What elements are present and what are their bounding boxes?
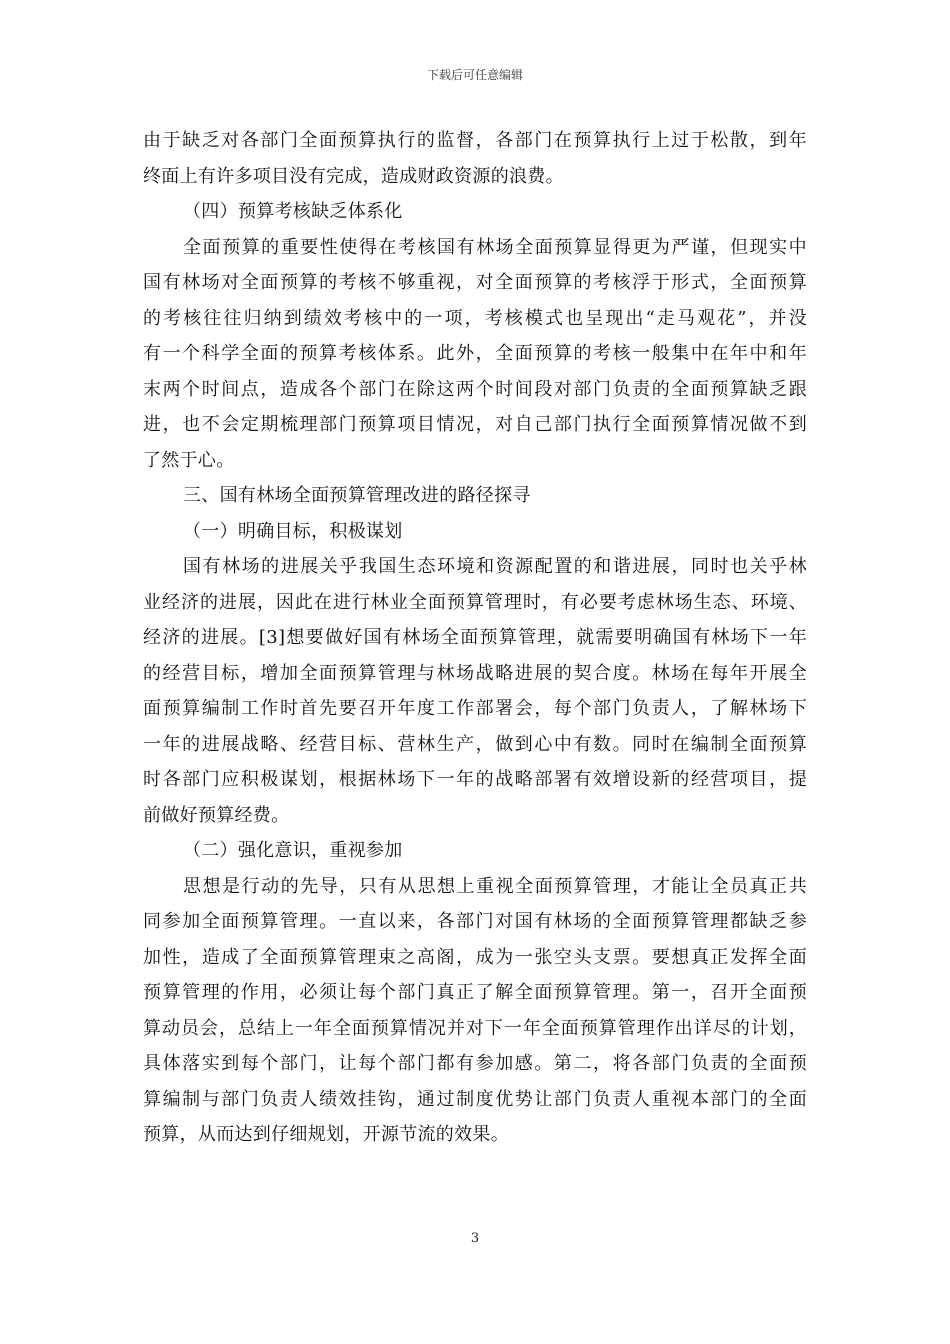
text-line: 由于缺乏对各部门全面预算执行的监督，各部门在预算执行上过于松散，到年 [143, 130, 807, 151]
text-line: 预算管理的作用，必须让每个部门真正了解全面预算管理。第一，召开全面预 [143, 982, 807, 1003]
text-line: （一）明确目标，积极谋划 [183, 520, 403, 542]
text-line: 时各部门应积极谋划，根据林场下一年的战略部署有效增设新的经营项目，提 [143, 769, 807, 790]
text-line: 前做好预算经费。 [143, 804, 290, 826]
text-line: 的经营目标，增加全面预算管理与林场战略进展的契合度。林场在每年开展全 [143, 662, 807, 684]
text-line: 的考核往往归纳到绩效考核中的一项，考核模式也呈现出“走马观花”，并没 [143, 307, 807, 329]
text-line: 经济的进展。[3]想要做好国有林场全面预算管理，就需要明确国有林场下一年 [143, 627, 807, 648]
text-line: 国有林场的进展关乎我国生态环境和资源配置的和谐进展，同时也关乎林 [183, 556, 807, 577]
document-body [143, 123, 807, 1153]
text-line: （四）预算考核缺乏体系化 [183, 201, 403, 222]
text-line: 有一个科学全面的预算考核体系。此外，全面预算的考核一般集中在年中和年 [143, 343, 807, 364]
text-line: 了然于心。 [143, 449, 235, 471]
page-header: 下载后可任意编辑 [426, 68, 523, 82]
text-line: 业经济的进展，因此在进行林业全面预算管理时，有必要考虑林场生态、环境、 [143, 591, 807, 613]
text-line: 加性，造成了全面预算管理束之高阁，成为一张空头支票。要想真正发挥全面 [143, 946, 807, 968]
text-line: 国有林场对全面预算的考核不够重视，对全面预算的考核浮于形式，全面预算 [143, 272, 807, 293]
text-line: 面预算编制工作时首先要召开年度工作部署会，每个部门负责人，了解林场下 [143, 698, 807, 719]
text-line: 一年的进展战略、经营目标、营林生产，做到心中有数。同时在编制全面预算 [143, 733, 807, 755]
text-line: 算编制与部门负责人绩效挂钩，通过制度优势让部门负责人重视本部门的全面 [143, 1088, 807, 1110]
text-line: 末两个时间点，造成各个部门在除这两个时间段对部门负责的全面预算缺乏跟 [143, 378, 807, 400]
text-line: 同参加全面预算管理。一直以来，各部门对国有林场的全面预算管理都缺乏参 [143, 911, 807, 932]
text-line: 终面上有许多项目没有完成，造成财政资源的浪费。 [143, 165, 564, 187]
text-line: 进，也不会定期梳理部门预算项目情况，对自己部门执行全面预算情况做不到 [143, 414, 807, 435]
text-line: 全面预算的重要性使得在考核国有林场全面预算显得更为严谨，但现实中 [183, 236, 807, 258]
text-line: 三、国有林场全面预算管理改进的路径探寻 [183, 485, 531, 506]
text-line: 具体落实到每个部门，让每个部门都有参加感。第二，将各部门负责的全面预 [143, 1053, 807, 1074]
page-number: 3 [470, 1231, 480, 1246]
text-line: （二）强化意识，重视参加 [183, 840, 403, 861]
text-line: 算动员会，总结上一年全面预算情况并对下一年全面预算管理作出详尽的计划， [143, 1017, 807, 1039]
text-line: 思想是行动的先导，只有从思想上重视全面预算管理，才能让全员真正共 [183, 875, 807, 897]
text-line: 预算，从而达到仔细规划，开源节流的效果。 [143, 1124, 509, 1145]
